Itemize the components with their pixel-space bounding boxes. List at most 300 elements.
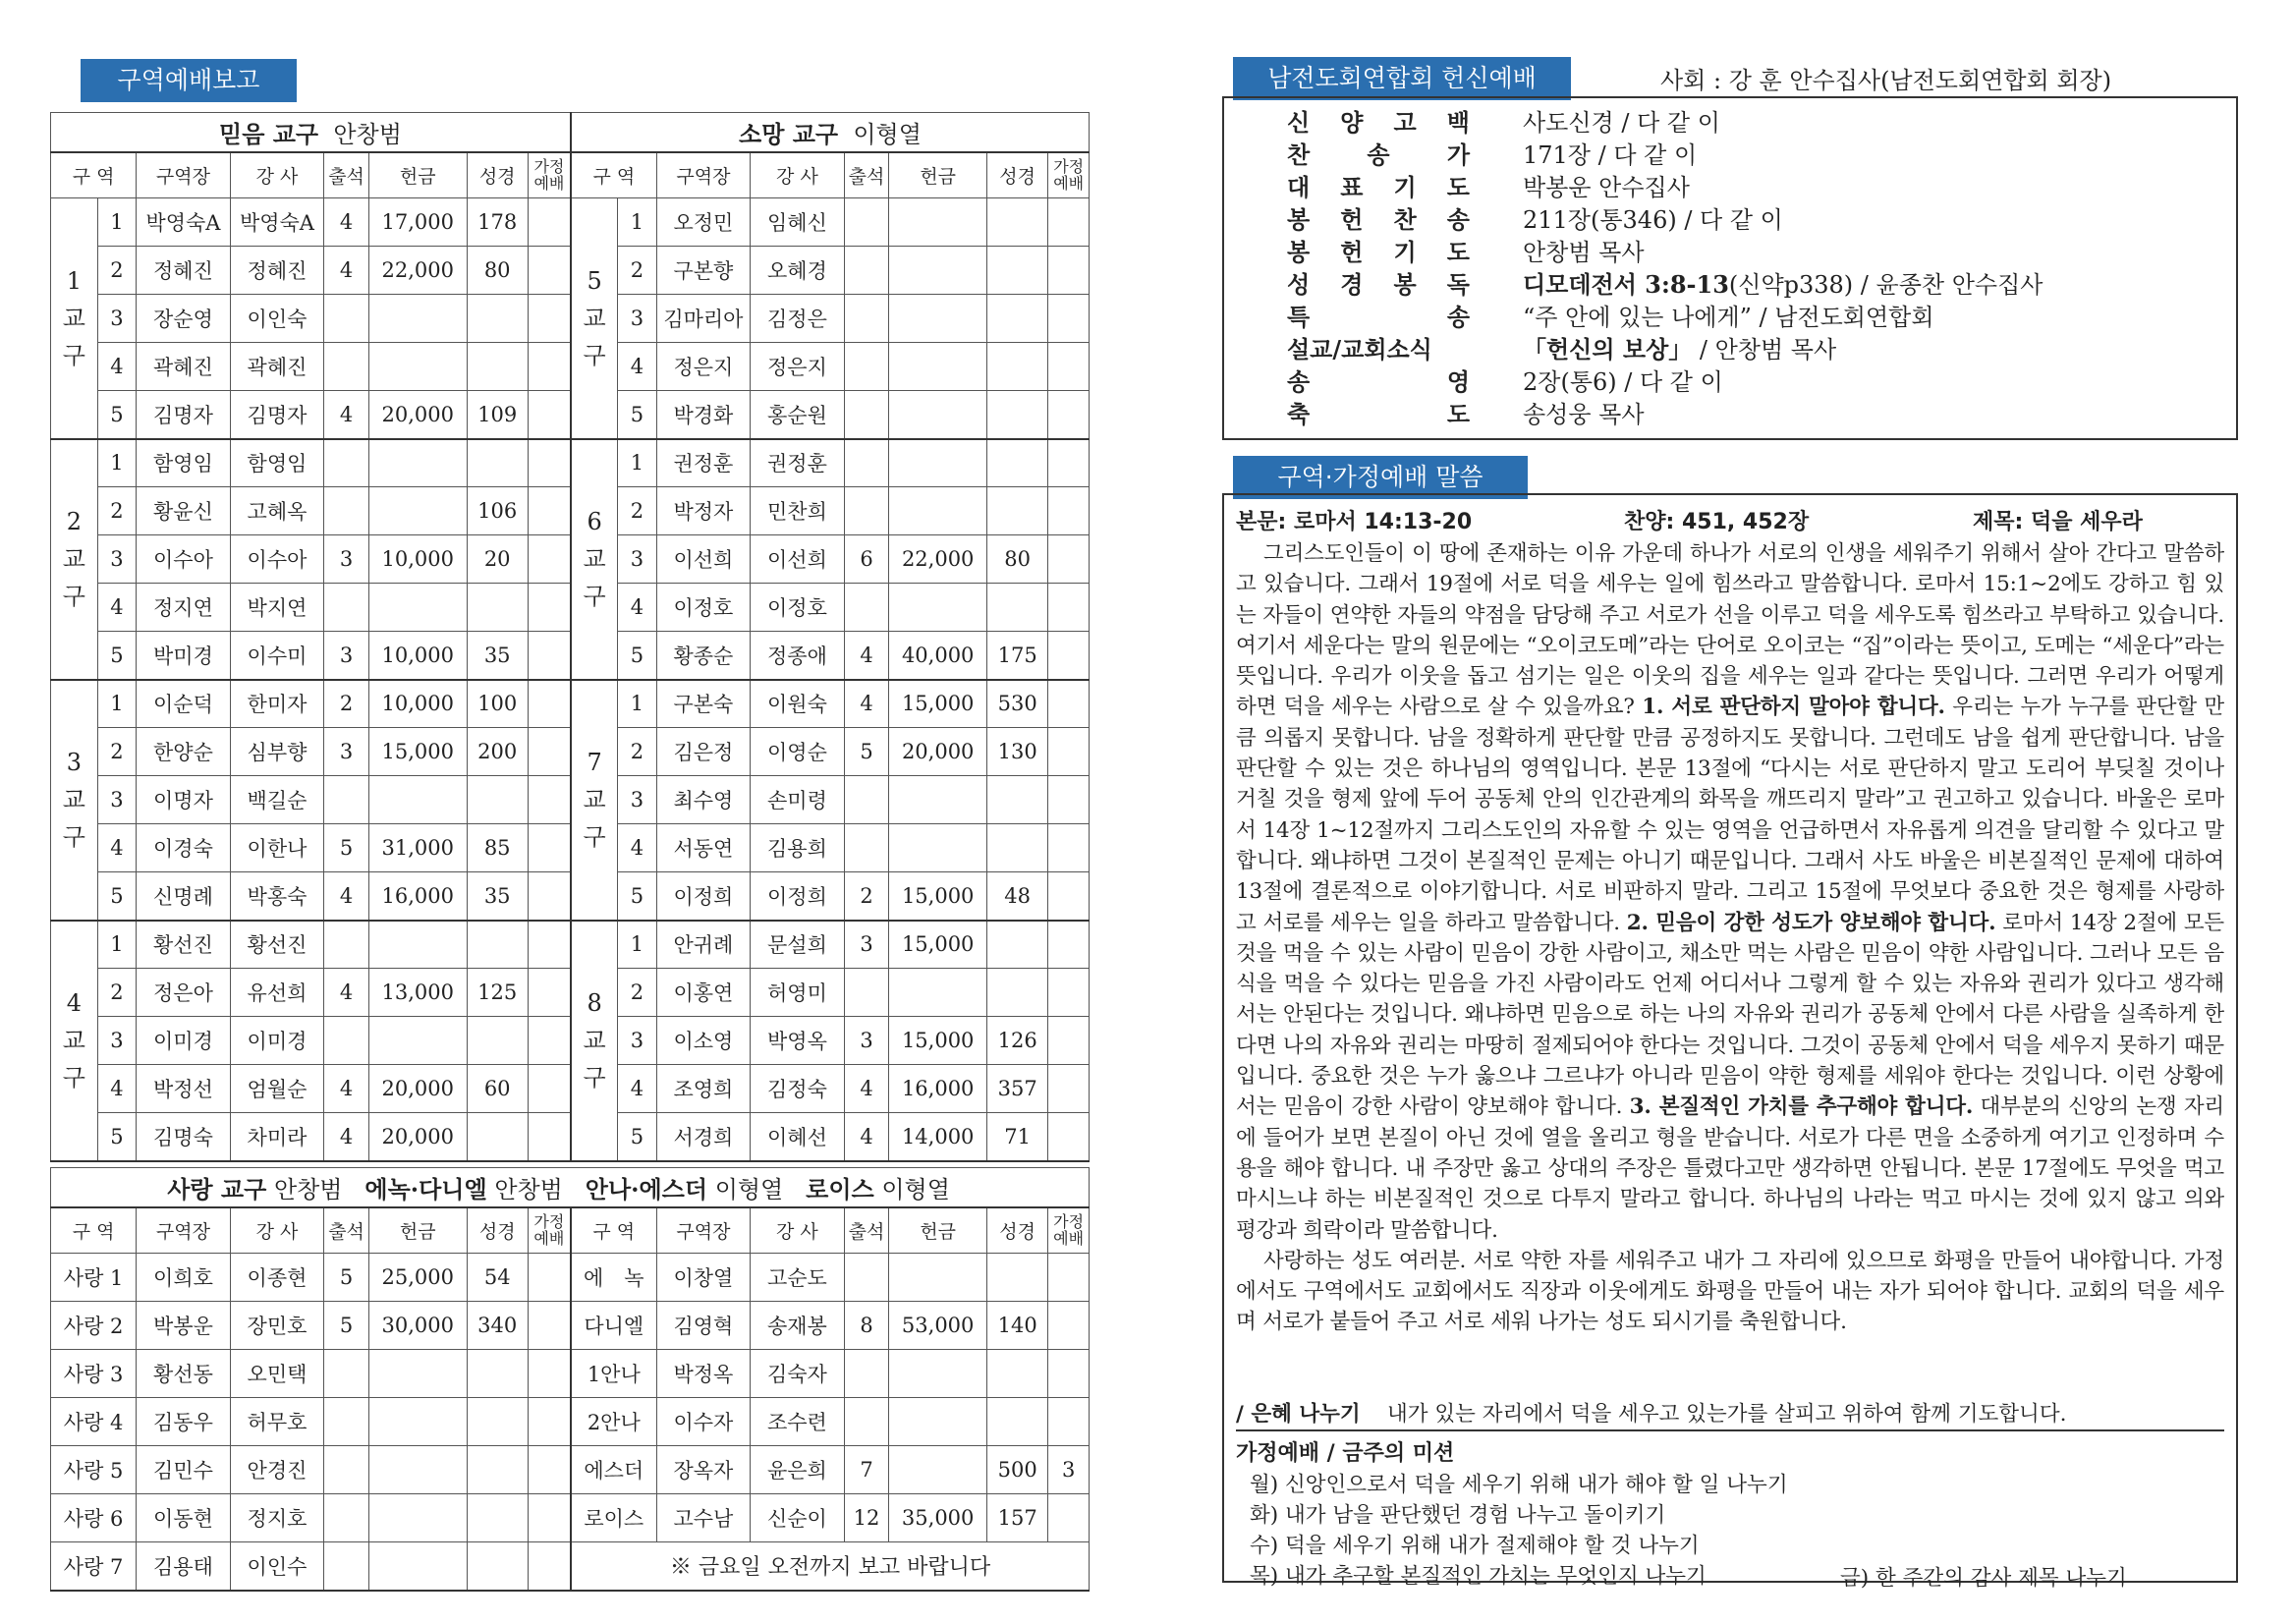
attendance: 2	[324, 680, 369, 728]
family-worship	[528, 1017, 571, 1065]
order-value: “주 안에 있는 나에게” / 남전도회연합회	[1523, 304, 1934, 331]
col-header: 가정예배	[1048, 1207, 1090, 1254]
group-cell: 이동현	[137, 1494, 231, 1542]
group-cell	[368, 1350, 467, 1398]
attendance: 4	[324, 198, 369, 247]
family-worship	[1048, 824, 1090, 872]
bible: 100	[467, 680, 528, 728]
group-cell: 박봉운	[137, 1302, 231, 1350]
col-header: 헌금	[889, 1207, 987, 1254]
teacher-name: 정종애	[751, 632, 845, 680]
group-cell: 에 녹	[571, 1254, 656, 1302]
group-cell: 고수남	[656, 1494, 751, 1542]
row-number: 4	[97, 343, 136, 391]
family-worship	[528, 969, 571, 1017]
district-label: 6 교 구	[571, 439, 618, 680]
group-cell: 25,000	[368, 1254, 467, 1302]
group-cell: 53,000	[889, 1302, 987, 1350]
leader-name: 이홍연	[656, 969, 751, 1017]
attendance: 4	[844, 632, 889, 680]
district-label: 4 교 구	[51, 921, 98, 1161]
group-cell	[467, 1398, 528, 1446]
offering: 15,000	[889, 680, 987, 728]
offering: 16,000	[368, 872, 467, 921]
group-cell	[1048, 1350, 1090, 1398]
leader-name: 신명례	[137, 872, 231, 921]
family-worship	[528, 247, 571, 295]
attendance	[844, 584, 889, 632]
teacher-name: 이한나	[230, 824, 324, 872]
group-cell: 장옥자	[656, 1446, 751, 1494]
family-worship	[1048, 535, 1090, 584]
group-cell	[987, 1350, 1048, 1398]
teacher-name: 심부향	[230, 728, 324, 776]
group-cell: 김영혁	[656, 1302, 751, 1350]
row-number: 5	[618, 1113, 656, 1161]
bible	[987, 295, 1048, 343]
group-cell	[987, 1254, 1048, 1302]
group-cell: 김용태	[137, 1542, 231, 1591]
order-key: 설교/교회소식	[1287, 335, 1432, 364]
leader-name: 박정자	[656, 487, 751, 535]
row-number: 1	[618, 680, 656, 728]
family-worship	[528, 728, 571, 776]
bible	[987, 343, 1048, 391]
attendance: 4	[844, 1113, 889, 1161]
leader-name: 오정민	[656, 198, 751, 247]
family-worship	[528, 824, 571, 872]
group-cell: 김민수	[137, 1446, 231, 1494]
bible	[987, 247, 1048, 295]
offering	[889, 391, 987, 439]
leader-name: 이명자	[137, 776, 231, 824]
attendance	[844, 247, 889, 295]
group-cell: 사랑 5	[51, 1446, 137, 1494]
leader-name: 서동연	[656, 824, 751, 872]
order-key: 송 영	[1287, 367, 1470, 396]
offering	[889, 247, 987, 295]
row-number: 5	[97, 391, 136, 439]
order-key: 대 표 기 도	[1287, 173, 1470, 201]
worship-order-box	[1222, 96, 2238, 440]
teacher-name: 홍순원	[751, 391, 845, 439]
group-cell: 사랑 4	[51, 1398, 137, 1446]
offering	[368, 921, 467, 969]
teacher-name: 김명자	[230, 391, 324, 439]
attendance: 3	[324, 728, 369, 776]
offering	[889, 439, 987, 487]
row-number: 4	[97, 824, 136, 872]
family-worship	[1048, 584, 1090, 632]
row-number: 3	[97, 535, 136, 584]
district-label: 3 교 구	[51, 680, 98, 921]
row-number: 4	[618, 584, 656, 632]
order-key: 특 송	[1287, 303, 1470, 331]
leader-name: 이경숙	[137, 824, 231, 872]
family-worship	[528, 295, 571, 343]
col-header: 강 사	[230, 152, 324, 198]
bible: 530	[987, 680, 1048, 728]
col-header: 강 사	[751, 1207, 845, 1254]
col-header: 구역장	[656, 152, 751, 198]
bible	[467, 776, 528, 824]
offering: 22,000	[368, 247, 467, 295]
col-header: 강 사	[751, 152, 845, 198]
group-title: 사랑 교구 안창범 에녹·다니엘 안창범 안나·에스더 이형열 로이스 이형열	[51, 1168, 1090, 1207]
group-cell	[368, 1398, 467, 1446]
leader-name: 박정선	[137, 1065, 231, 1113]
offering	[368, 343, 467, 391]
special-group-report-table	[50, 1167, 1090, 1592]
offering	[368, 584, 467, 632]
sermon-text-reference: 본문: 로마서 14:13-20	[1236, 510, 1473, 534]
bible: 106	[467, 487, 528, 535]
offering: 31,000	[368, 824, 467, 872]
offering: 15,000	[889, 1017, 987, 1065]
order-item	[1287, 201, 2043, 234]
row-number: 1	[618, 439, 656, 487]
col-header: 출석	[844, 152, 889, 198]
leader-name: 정은지	[656, 343, 751, 391]
attendance	[324, 1017, 369, 1065]
teacher-name: 곽혜진	[230, 343, 324, 391]
leader-name: 구본향	[656, 247, 751, 295]
order-key: 찬 송 가	[1287, 140, 1470, 169]
group-cell	[528, 1446, 571, 1494]
row-number: 3	[97, 776, 136, 824]
order-item	[1287, 137, 2043, 169]
group-cell: 30,000	[368, 1302, 467, 1350]
col-header: 구 역	[571, 152, 656, 198]
family-worship	[528, 535, 571, 584]
family-worship	[528, 343, 571, 391]
offering: 22,000	[889, 535, 987, 584]
group-cell	[528, 1398, 571, 1446]
service-host: 사회 : 강 훈 안수집사(남전도회연합회 회장)	[1660, 67, 2112, 94]
section-tag-worship: 남전도회연합회 헌신예배	[1233, 57, 1571, 100]
teacher-name: 이영순	[751, 728, 845, 776]
col-header: 가정예배	[1048, 152, 1090, 198]
row-number: 1	[618, 921, 656, 969]
group-cell: 2안나	[571, 1398, 656, 1446]
section-tag-sermon: 구역·가정예배 말씀	[1233, 456, 1528, 499]
group-cell: 사랑 3	[51, 1350, 137, 1398]
family-worship	[1048, 1017, 1090, 1065]
row-number: 1	[97, 680, 136, 728]
group-cell: 정지호	[230, 1494, 324, 1542]
group-cell: 에스더	[571, 1446, 656, 1494]
family-worship	[528, 1065, 571, 1113]
teacher-name: 이원숙	[751, 680, 845, 728]
teacher-name: 이수미	[230, 632, 324, 680]
offering	[889, 776, 987, 824]
bible: 80	[467, 247, 528, 295]
row-number: 3	[618, 295, 656, 343]
leader-name: 안귀례	[656, 921, 751, 969]
attendance: 3	[324, 632, 369, 680]
row-number: 2	[97, 247, 136, 295]
col-header: 구역장	[137, 1207, 231, 1254]
teacher-name: 오혜경	[751, 247, 845, 295]
teacher-name: 정혜진	[230, 247, 324, 295]
district-label: 2 교 구	[51, 439, 98, 680]
attendance	[324, 776, 369, 824]
family-worship	[1048, 632, 1090, 680]
group-cell	[844, 1398, 889, 1446]
teacher-name: 김용희	[751, 824, 845, 872]
group-cell	[324, 1350, 369, 1398]
row-number: 5	[97, 872, 136, 921]
sermon-body: 그리스도인들이 이 땅에 존재하는 이유 가운데 하나가 서로의 인생을 세워주기 위해서 살아 간다고 말씀하고 있습니다. 그래서 19절에 서로 덕을 세우는 일에 힘쓰라고 말씀합니다. 로마서 15:1~2에도 강하고 힘 있는 자들이 연약한 자들의 약점을 담당해 주고 서로가 선을 이루고 덕을 세우도록 힘쓰라고 부탁하고 있습니다. 여기서 세운다는 말의 원문에는 “오이코도메”라는 단어로 오이코는 “집”이라는 뜻이고, 도메는 “세운다”라는 뜻입니다. 우리가 이웃을 돕고 섬기는 일은 이웃의 집을 세우는 일과 같다는 뜻입니다. 그러면 우리가 어떻게 하면 덕을 세우는 사람으로 살 수 있을까요? 1. 서로 판단하지 말아야 합니다. 우리는 누가 누구를 판단할 만큼 의롭지 못합니다. 남을 정확하게 판단할 만큼 공정하지도 못합니다. 그런데도 남을 쉽게 판단합니다. 남을 판단할 수 있는 것은 하나님의 영역입니다. 본문 13절에 “다시는 서로 판단하지 말고 도리어 부딪칠 것이나 거칠 것을 형제 앞에 두어 공동체 안의 인간관계의 화목을 깨뜨리지 말라”고 권고하고 있습니다. 바울은 로마서 14장 1~12절까지 그리스도인의 자유할 수 있는 영역을 언급하면서 자유롭게 의견을 달리할 수 있다고 말합니다. 왜냐하면 그것이 본질적인 문제는 아니기 때문입니다. 그래서 사도 바울은 비본질적인 문제에 대하여 13절에 결론적으로 이야기합니다. 서로 비판하지 말라. 그리고 15절에 무엇보다 중요한 것은 형제를 사랑하고 서로를 세우는 일을 하라고 말씀합니다. 2. 믿음이 강한 성도가 양보해야 합니다. 로마서 14장 2절에 모든 것을 먹을 수 있는 사람이 믿음이 강한 사람이고, 채소만 먹는 사람은 믿음이 약한 사람입니다. 그러나 모든 음식을 먹을 수 있다는 믿음을 가진 사람이라도 언제 어디서나 그렇게 할 수 있는 자유와 권리가 있다고 생각해서는 안된다는 것입니다. 왜냐하면 믿음으로 하는 나의 자유와 권리가 공동체 안에서 다른 사람을 실족하게 한다면 나의 자유와 권리는 마땅히 절제되어야 한다는 것입니다. 그것이 공동체 안에서 덕을 세우지 못하기 때문입니다. 중요한 것은 누가 옳으냐 그르냐가 아니라 믿음이 약한 형제를 세워야 한다는 것입니다. 이런 상황에서는 믿음이 강한 사람이 양보해야 합니다. 3. 본질적인 가치를 추구해야 합니다. 대부분의 신앙의 논쟁 자리에 들어가 보면 본질이 아닌 것에 열을 올리고 형을 받습니다. 서로가 다른 면을 소중하게 여기고 인정하며 수용을 해야 합니다. 내 주장만 옳고 상대의 주장은 틀렸다고만 생각하면 안됩니다. 본문 17절에도 무엇을 먹고 마시느냐 하는 비본질적인 것으로 다투지 말라고 합니다. 하나님의 나라는 먹고 마시는 것에 있지 않고 의와 평강과 희락이라 말씀합니다. 사랑하는 성도 여러분. 서로 약한 자를 세워주고 내가 그 자리에 있으므로 화평을 만들어 내야합니다. 가정에서도 구역에서도 교회에서도 직장과 이웃에게도 화평을 만들어 내는 자가 되어야 합니다. 교회의 덕을 세우며 서로가 붙들어 주고 서로 세워 나가는 성도 되시기를 축원합니다.	[1236, 541, 2224, 1335]
order-value: 「헌신의 보상」 / 안창범 목사	[1523, 335, 1837, 364]
group-cell	[889, 1350, 987, 1398]
teacher-name: 이수아	[230, 535, 324, 584]
teacher-name: 함영임	[230, 439, 324, 487]
offering: 13,000	[368, 969, 467, 1017]
sermon-box	[1222, 493, 2238, 1591]
offering	[368, 487, 467, 535]
order-value: 송성웅 목사	[1523, 401, 1645, 428]
teacher-name: 황선진	[230, 921, 324, 969]
col-header: 헌금	[368, 1207, 467, 1254]
order-value: 사도신경 / 다 같 이	[1523, 109, 1720, 137]
leader-name: 김은정	[656, 728, 751, 776]
teacher-name: 김정은	[751, 295, 845, 343]
teacher-name: 엄월순	[230, 1065, 324, 1113]
group-cell: 이희호	[137, 1254, 231, 1302]
teacher-name: 임혜신	[751, 198, 845, 247]
family-worship	[1048, 198, 1090, 247]
offering: 20,000	[368, 391, 467, 439]
group-cell: 이수자	[656, 1398, 751, 1446]
group-cell	[1048, 1254, 1090, 1302]
group-cell: 윤은희	[751, 1446, 845, 1494]
attendance	[844, 824, 889, 872]
attendance: 5	[324, 824, 369, 872]
row-number: 2	[618, 487, 656, 535]
offering	[889, 487, 987, 535]
attendance: 6	[844, 535, 889, 584]
attendance: 4	[844, 1065, 889, 1113]
row-number: 1	[97, 439, 136, 487]
family-worship	[1048, 921, 1090, 969]
teacher-name: 민찬희	[751, 487, 845, 535]
family-worship	[1048, 343, 1090, 391]
order-item	[1287, 364, 2043, 396]
bible: 357	[987, 1065, 1048, 1113]
attendance: 4	[324, 247, 369, 295]
leader-name: 정지연	[137, 584, 231, 632]
offering: 15,000	[889, 872, 987, 921]
row-number: 2	[618, 969, 656, 1017]
family-worship	[1048, 247, 1090, 295]
offering	[368, 439, 467, 487]
family-worship	[528, 872, 571, 921]
leader-name: 조영희	[656, 1065, 751, 1113]
group-cell	[1048, 1302, 1090, 1350]
family-worship	[528, 632, 571, 680]
bible	[467, 1113, 528, 1161]
order-item	[1287, 331, 2043, 364]
teacher-name: 권정훈	[751, 439, 845, 487]
group-cell: 조수련	[751, 1398, 845, 1446]
group-cell: 157	[987, 1494, 1048, 1542]
leader-name: 정혜진	[137, 247, 231, 295]
teacher-name: 한미자	[230, 680, 324, 728]
attendance	[324, 584, 369, 632]
bible: 130	[987, 728, 1048, 776]
order-item	[1287, 104, 2043, 137]
leader-name: 장순영	[137, 295, 231, 343]
col-header: 헌금	[368, 152, 467, 198]
row-number: 2	[618, 728, 656, 776]
mission-friday: 금) 한 주간의 감사 제목 나누기	[1840, 1566, 2127, 1591]
mission-item: 월) 신앙인으로서 덕을 세우기 위해 내가 해야 할 일 나누기	[1250, 1473, 1788, 1497]
attendance	[324, 295, 369, 343]
leader-name: 이미경	[137, 1017, 231, 1065]
mission-item: 화) 내가 남을 판단했던 경험 나누고 돌이키기	[1250, 1503, 1666, 1528]
family-worship	[1048, 728, 1090, 776]
attendance: 3	[844, 1017, 889, 1065]
col-header: 성경	[467, 152, 528, 198]
offering: 14,000	[889, 1113, 987, 1161]
bible: 35	[467, 872, 528, 921]
teacher-name: 이혜선	[751, 1113, 845, 1161]
group-cell: 김동우	[137, 1398, 231, 1446]
group-cell	[889, 1446, 987, 1494]
grace-sharing: / 은혜 나누기 내가 있는 자리에서 덕을 세우고 있는가를 살피고 위하여 함께 기도합니다.	[1236, 1397, 2224, 1431]
family-worship	[528, 198, 571, 247]
bible	[987, 391, 1048, 439]
group-cell	[889, 1254, 987, 1302]
leader-name: 황종순	[656, 632, 751, 680]
attendance	[844, 295, 889, 343]
teacher-name: 정은지	[751, 343, 845, 391]
teacher-name: 허영미	[751, 969, 845, 1017]
row-number: 2	[618, 247, 656, 295]
group-cell: 340	[467, 1302, 528, 1350]
teacher-name: 이정호	[751, 584, 845, 632]
bible: 35	[467, 632, 528, 680]
offering: 16,000	[889, 1065, 987, 1113]
leader-name: 박영숙A	[137, 198, 231, 247]
bible	[987, 584, 1048, 632]
offering: 10,000	[368, 680, 467, 728]
group-cell: 황선동	[137, 1350, 231, 1398]
col-header: 출석	[844, 1207, 889, 1254]
district-label: 1 교 구	[51, 198, 98, 439]
group-cell: 1안나	[571, 1350, 656, 1398]
group-cell: 김숙자	[751, 1350, 845, 1398]
order-value: 박봉운 안수집사	[1523, 174, 1690, 201]
report-note: ※ 금요일 오전까지 보고 바랍니다	[571, 1542, 1090, 1591]
group-cell: 140	[987, 1302, 1048, 1350]
bible	[987, 487, 1048, 535]
family-worship	[1048, 295, 1090, 343]
family-worship	[1048, 680, 1090, 728]
group-cell: 허무호	[230, 1398, 324, 1446]
leader-name: 함영임	[137, 439, 231, 487]
group-cell	[528, 1302, 571, 1350]
row-number: 3	[97, 295, 136, 343]
col-header: 구역장	[656, 1207, 751, 1254]
attendance: 4	[324, 872, 369, 921]
bible	[987, 439, 1048, 487]
attendance	[844, 343, 889, 391]
col-header: 구 역	[51, 1207, 137, 1254]
leader-name: 김마리아	[656, 295, 751, 343]
offering: 40,000	[889, 632, 987, 680]
bible	[467, 921, 528, 969]
row-number: 4	[618, 824, 656, 872]
row-number: 1	[97, 921, 136, 969]
group-cell: 박정옥	[656, 1350, 751, 1398]
col-header: 출석	[324, 152, 369, 198]
order-item	[1287, 234, 2043, 266]
group-cell: 고순도	[751, 1254, 845, 1302]
row-number: 4	[618, 343, 656, 391]
offering	[889, 198, 987, 247]
order-item	[1287, 299, 2043, 331]
order-item	[1287, 169, 2043, 201]
group-cell	[467, 1494, 528, 1542]
sermon-subject: 제목: 덕을 세우라	[1973, 510, 2143, 534]
attendance: 3	[844, 921, 889, 969]
bible: 200	[467, 728, 528, 776]
row-number: 3	[97, 1017, 136, 1065]
bible: 60	[467, 1065, 528, 1113]
offering: 20,000	[368, 1113, 467, 1161]
row-number: 3	[618, 776, 656, 824]
offering: 17,000	[368, 198, 467, 247]
group-title: 소망 교구 이형열	[571, 113, 1090, 152]
order-item	[1287, 266, 2043, 299]
family-worship	[1048, 391, 1090, 439]
group-cell: 사랑 7	[51, 1542, 137, 1591]
bible: 109	[467, 391, 528, 439]
family-worship	[1048, 969, 1090, 1017]
leader-name: 권정훈	[656, 439, 751, 487]
col-header: 출석	[324, 1207, 369, 1254]
teacher-name: 이정희	[751, 872, 845, 921]
bible: 125	[467, 969, 528, 1017]
offering: 20,000	[368, 1065, 467, 1113]
mission-item: 수) 덕을 세우기 위해 내가 절제해야 할 것 나누기	[1250, 1534, 1700, 1558]
family-worship	[528, 439, 571, 487]
group-cell	[368, 1494, 467, 1542]
teacher-name: 손미령	[751, 776, 845, 824]
offering	[889, 824, 987, 872]
group-cell: 안경진	[230, 1446, 324, 1494]
mission-title: 가정예배 / 금주의 미션	[1236, 1440, 1455, 1466]
col-header: 강 사	[230, 1207, 324, 1254]
bible: 85	[467, 824, 528, 872]
row-number: 2	[97, 728, 136, 776]
leader-name: 이정호	[656, 584, 751, 632]
group-cell: 이종현	[230, 1254, 324, 1302]
group-cell: 5	[324, 1254, 369, 1302]
attendance	[844, 439, 889, 487]
order-item	[1287, 396, 2043, 428]
mission-list	[1250, 1470, 1788, 1592]
bible: 126	[987, 1017, 1048, 1065]
leader-name: 한양순	[137, 728, 231, 776]
teacher-name: 이미경	[230, 1017, 324, 1065]
group-cell: 8	[844, 1302, 889, 1350]
offering	[368, 1017, 467, 1065]
leader-name: 이선희	[656, 535, 751, 584]
row-number: 5	[97, 1113, 136, 1161]
